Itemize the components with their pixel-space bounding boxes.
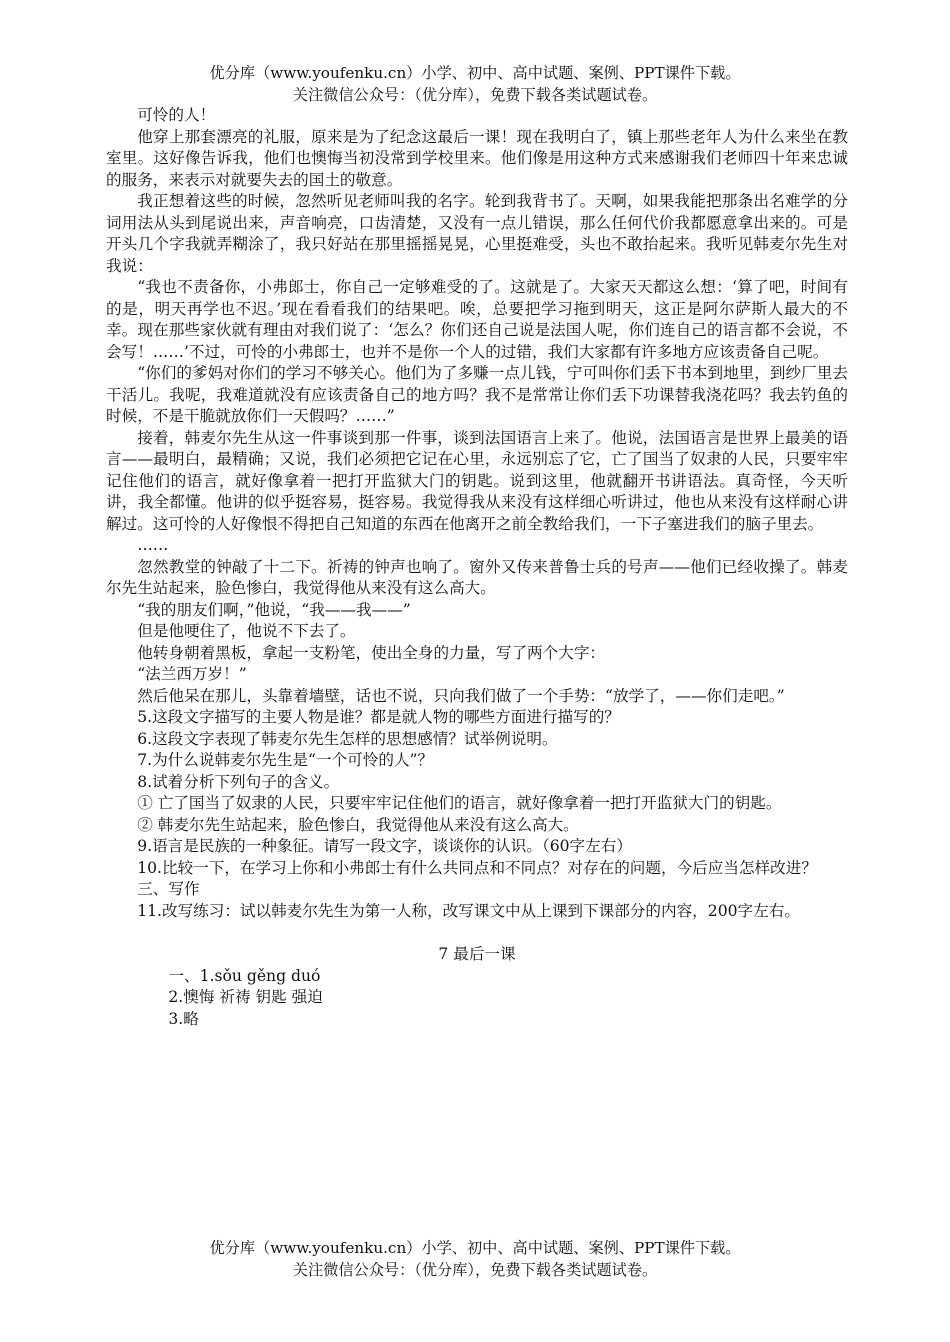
answer-line: 一、1.sǒu gěng duó: [168, 966, 321, 985]
question-6: 6.这段文字表现了韩麦尔先生怎样的思想感情？试举例说明。: [137, 729, 558, 748]
answer-line: 2.懊悔 祈祷 钥匙 强迫: [168, 988, 323, 1006]
question-8-item-2: ② 韩麦尔先生站起来，脸色惨白，我觉得他从来没有这么高大。: [137, 815, 579, 834]
question-5: 5.这段文字描写的主要人物是谁？都是就人物的哪些方面进行描写的？: [137, 708, 620, 726]
paragraph: “你们的爹妈对你们的学习不够关心。他们为了多赚一点儿钱，宁可叫你们丢下书本到地里，到纱厂里去干活儿。我呢，我难道就没有应该责备自己的地方吗？我不是常常让你们丢下功课替我浇花吗？我去钓鱼的时候，不是干脆就放你们一天假吗？……”: [106, 364, 848, 425]
question-8: 8.试着分析下列句子的含义。: [137, 772, 340, 791]
paragraph: 他穿上那套漂亮的礼服，原来是为了纪念这最后一课！现在我明白了，镇上那些老年人为什么来坐在教室里。这好像告诉我，他们也懊悔当初没常到学校里来。他们像是用这种方式来感谢我们老师四十年来忠诚的服务，来表示对就要失去的国土的敬意。: [106, 127, 848, 189]
question-7: 7.为什么说韩麦尔先生是“一个可怜的人”？: [137, 751, 434, 769]
paragraph: 可怜的人！: [137, 106, 216, 124]
answers-title: 7 最后一课: [438, 945, 516, 963]
document-body: [106, 105, 848, 1030]
section-heading-writing: 三、写作: [137, 880, 200, 898]
paragraph: 接着，韩麦尔先生从这一件事谈到那一件事，谈到法国语言上来了。他说，法国语言是世界上最美的语言——最明白，最精确；又说，我们必须把它记在心里，永远别忘了它，亡了国当了奴隶的人民，只要牢牢记住他们的语言，就好像拿着一把打开监狱大门的钥匙。说到这里，他就翻开书讲语法。真奇怪，今天听讲，我全都懂。他讲的似乎挺容易，挺容易。我觉得我从来没有这样细心听讲过，他也从来没有这样耐心讲解过。这可怜的人好像恨不得把自己知道的东西在他离开之前全教给我们，一下子塞进我们的脑子里去。: [106, 428, 848, 533]
paragraph: 我正想着这些的时候，忽然听见老师叫我的名字。轮到我背书了。天啊，如果我能把那条出名难学的分词用法从头到尾说出来，声音响亮，口齿清楚，又没有一点儿错误，那么任何代价我都愿意拿出来的。可是开头几个字我就弄糊涂了，我只好站在那里摇摇晃晃，心里挺难受，头也不敢抬起来。我听见韩麦尔先生对我说：: [106, 192, 848, 275]
header-line-2: 关注微信公众号：（优分库），免费下载各类试题试卷。: [292, 86, 658, 104]
question-9: 9.语言是民族的一种象征。请写一段文字，谈谈你的认识。（60字左右）: [137, 837, 632, 855]
header-line-1: 优分库（www.youfenku.cn）小学、初中、高中试题、案例、PPT课件下载。: [209, 64, 741, 82]
question-11: 11.改写练习：试以韩麦尔先生为第一人称，改写课文中从上课到下课部分的内容，200字左右。: [137, 901, 800, 920]
question-8-item-1: ① 亡了国当了奴隶的人民，只要牢牢记住他们的语言，就好像拿着一把打开监狱大门的钥匙。: [137, 794, 782, 812]
ellipsis-line: ……: [137, 536, 169, 554]
question-10: 10.比较一下，在学习上你和小弗郎士有什么共同点和不同点？对存在的问题，今后应当怎样改进？: [137, 858, 817, 877]
paragraph: “我的朋友们啊，”他说，“我——我——”: [137, 600, 411, 619]
footer-line-1: 优分库（www.youfenku.cn）小学、初中、高中试题、案例、PPT课件下载。: [209, 1239, 741, 1257]
footer-line-2: 关注微信公众号：（优分库），免费下载各类试题试卷。: [292, 1261, 658, 1279]
paragraph: 然后他呆在那儿，头靠着墙壁，话也不说，只向我们做了一个手势：“放学了，——你们走吧。”: [137, 686, 785, 705]
paragraph: 他转身朝着黑板，拿起一支粉笔，使出全身的力量，写了两个大字：: [137, 643, 606, 662]
paragraph: 但是他哽住了，他说不下去了。: [137, 622, 356, 640]
paragraph: 忽然教堂的钟敲了十二下。祈祷的钟声也响了。窗外又传来普鲁士兵的号声——他们已经收操了。韩麦尔先生站起来，脸色惨白，我觉得他从来没有这么高大。: [106, 557, 848, 597]
paragraph: “法兰西万岁！”: [137, 665, 247, 683]
paragraph: “我也不责备你，小弗郎士，你自己一定够难受的了。这就是了。大家天天都这么想：‘算了吧，时间有的是，明天再学也不迟。’现在看看我们的结果吧。唉，总要把学习拖到明天，这正是阿尔萨斯人最大的不幸。现在那些家伙就有理由对我们说了：‘怎么？你们还自己说是法国人呢，你们连自己的语言都不会说，不会写！……’不过，可怜的小弗郎士，也并不是你一个人的过错，我们大家都有许多地方应该责备自己呢。: [106, 278, 848, 361]
answer-line: 3.略: [168, 1009, 199, 1028]
